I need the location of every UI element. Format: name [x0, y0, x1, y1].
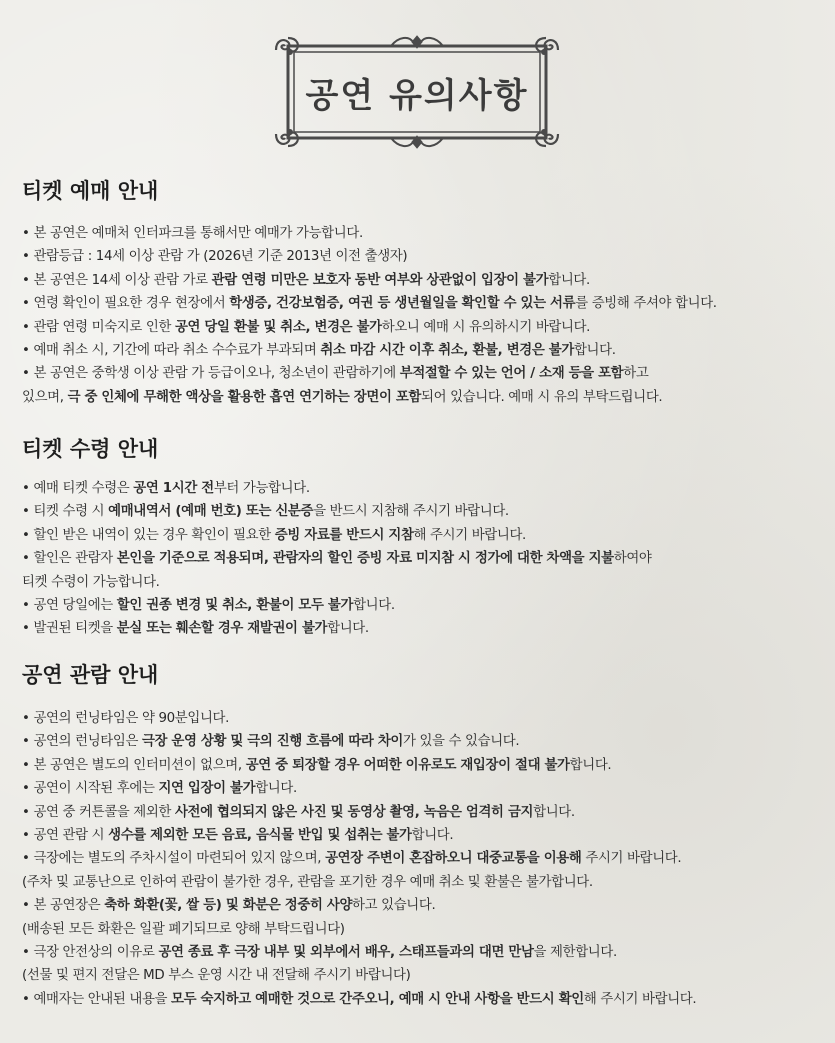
notice-text: 합니다.	[533, 804, 575, 820]
notice-list	[22, 707, 822, 1011]
notice-item	[22, 547, 822, 570]
section-heading: 공연 관람 안내	[22, 663, 159, 687]
notice-emphasis: 할인 권종 변경 및 취소, 환불이 모두 불가	[116, 598, 354, 614]
notice-text: • 본 공연장은	[22, 898, 105, 914]
notice-text: • 예매자는 안내된 내용을	[22, 991, 172, 1007]
notice-item	[22, 594, 822, 617]
notice-item	[22, 269, 822, 292]
notice-text: • 본 공연은 중학생 이상 관람 가 등급이오나, 청소년이 관람하기에	[22, 366, 400, 382]
notice-text: 합니다.	[548, 272, 590, 288]
notice-text: 합니다.	[327, 621, 369, 637]
notice-emphasis: 공연 당일 환불 및 취소, 변경은 불가	[174, 319, 382, 335]
notice-item	[22, 801, 822, 824]
notice-text: • 본 공연은 예매처 인터파크를 통해서만 예매가 가능합니다.	[22, 226, 363, 241]
section-heading: 티켓 수령 안내	[22, 437, 159, 461]
notice-emphasis: 극장 운영 상황 및 극의 진행 흐름에 따라 차이	[141, 734, 403, 750]
notice-item	[22, 941, 822, 964]
notice-item	[22, 339, 822, 362]
notice-item	[22, 754, 822, 777]
notice-item	[22, 386, 822, 409]
notice-emphasis: 사전에 협의되지 않은 사진 및 동영상 촬영, 녹음은 엄격히 금지	[174, 804, 534, 820]
notice-text: • 극장 안전상의 이유로	[22, 945, 159, 961]
notice-emphasis: 증빙 자료를 반드시 지참	[274, 527, 414, 543]
notice-emphasis: 부적절할 수 있는 언어 / 소재 등을 포함	[399, 366, 624, 382]
notice-text: • 공연의 런닝타임은 약 90분입니다.	[22, 711, 230, 726]
notice-text: 해 주시기 바랍니다.	[413, 527, 526, 543]
notice-text: • 예매 취소 시, 기간에 따라 취소 수수료가 부과되며	[22, 343, 321, 359]
notice-text: (주차 및 교통난으로 인하여 관람이 불가한 경우, 관람을 포기한 경우 예매 취소 및 환불은 불가합니다.	[22, 874, 593, 890]
notice-item	[22, 571, 822, 594]
notice-text: 티켓 수령이 가능합니다.	[22, 574, 160, 590]
notice-text: • 공연이 시작된 후에는	[22, 781, 159, 797]
notice-item	[22, 871, 822, 894]
notice-item	[22, 964, 822, 987]
notice-text: 가 있을 수 있습니다.	[402, 734, 520, 750]
notice-text: 있으며,	[22, 389, 68, 405]
notice-item	[22, 730, 822, 753]
notice-item	[22, 988, 822, 1011]
section-heading: 티켓 예매 안내	[22, 179, 159, 203]
notice-item	[22, 617, 822, 640]
notice-text: 부터 가능합니다.	[213, 481, 310, 496]
notice-text: 을 제한합니다.	[533, 945, 617, 961]
notice-text: 하여야	[613, 551, 652, 567]
notice-text: 합니다.	[573, 343, 616, 359]
notice-emphasis: 극 중 인체에 무해한 액상을 활용한 흡연 연기하는 장면이 포함	[67, 389, 422, 405]
notice-text: (선물 및 편지 전달은 MD 부스 운영 시간 내 전달해 주시기 바랍니다)	[22, 968, 411, 984]
notice-list	[22, 477, 822, 641]
notice-item	[22, 316, 822, 339]
notice-text: • 발권된 티켓을	[22, 621, 117, 637]
notice-emphasis: 본인을 기준으로 적용되며, 관람자의 할인 증빙 자료 미지참 시 정가에 대한 차액을 지불	[116, 551, 614, 567]
notice-emphasis: 학생증, 건강보험증, 여권 등 생년월일을 확인할 수 있는 서류	[229, 296, 576, 312]
notice-text: 합니다.	[569, 757, 612, 773]
notice-emphasis: 생수를 제외한 모든 음료, 음식물 반입 및 섭취는 불가	[108, 828, 412, 844]
notice-text: (배송된 모든 화환은 일괄 폐기되므로 양해 부탁드립니다)	[22, 921, 345, 937]
notice-text: 합니다.	[353, 598, 395, 614]
notice-text: • 관람 연령 미숙지로 인한	[22, 319, 175, 335]
section-viewing	[22, 660, 822, 1011]
notice-emphasis: 공연 1시간 전	[133, 481, 214, 496]
notice-text: • 예매 티켓 수령은	[22, 481, 134, 496]
notice-emphasis: 축하 화환(꽃, 쌀 등) 및 화분은 정중히 사양	[104, 898, 353, 914]
notice-emphasis: 모두 숙지하고 예매한 것으로 간주오니, 예매 시 안내 사항을 반드시 확인	[171, 991, 584, 1007]
notice-item	[22, 292, 822, 315]
notice-item	[22, 777, 822, 800]
notice-emphasis: 보호자 동반 여부와 상관없이 입장이 불가	[308, 272, 549, 288]
page-title: 공연 유의사항	[305, 75, 529, 116]
notice-item	[22, 477, 822, 500]
notice-text: 를 증빙해 주셔야 합니다.	[575, 296, 717, 312]
notice-text: • 공연 당일에는	[22, 598, 117, 614]
notice-emphasis: 예매내역서 (예매 번호) 또는 신분증	[108, 504, 314, 520]
notice-emphasis: 분실 또는 훼손할 경우 재발권이 불가	[116, 621, 328, 637]
notice-text: • 관람등급 : 14세 이상 관람 가 (2026년 기준 2013년 이전 출생자)	[22, 249, 408, 265]
notice-emphasis: 지연 입장이 불가	[158, 781, 256, 797]
notice-text: 하고 있습니다.	[352, 898, 436, 914]
title-frame	[258, 28, 576, 156]
notice-item	[22, 500, 822, 523]
notice-item	[22, 362, 822, 385]
notice-item	[22, 524, 822, 547]
notice-emphasis: 관람 연령 미만은	[211, 272, 309, 288]
notice-text: 합니다.	[411, 828, 454, 844]
section-ticket-booking	[22, 176, 822, 409]
section-ticket-pickup	[22, 434, 822, 641]
notice-text: 을 반드시 지참해 주시기 바랍니다.	[313, 504, 509, 520]
notice-text: • 공연의 런닝타임은	[22, 734, 142, 750]
notice-list	[22, 222, 822, 409]
notice-text: • 공연 관람 시	[22, 828, 109, 844]
notice-text: 되어 있습니다. 예매 시 유의 부탁드립니다.	[421, 389, 663, 405]
notice-emphasis: 공연 중 퇴장할 경우 어떠한 이유로도 재입장이 절대 불가	[245, 757, 570, 773]
notice-text: • 본 공연은 14세 이상 관람 가로	[22, 272, 212, 288]
notice-text: • 본 공연은 별도의 인터미션이 없으며,	[22, 757, 246, 773]
notice-text: • 할인 받은 내역이 있는 경우 확인이 필요한	[22, 527, 275, 543]
notice-text: • 공연 중 커튼콜을 제외한	[22, 804, 175, 820]
notice-text: • 연령 확인이 필요한 경우 현장에서	[22, 296, 230, 312]
notice-emphasis: 공연장 주변이 혼잡하오니 대중교통을 이용해	[325, 851, 582, 867]
notice-text: 하고	[623, 366, 649, 382]
notice-emphasis: 취소 마감 시간 이후 취소, 환불, 변경은 불가	[320, 343, 574, 359]
notice-item	[22, 707, 822, 730]
notice-item	[22, 245, 822, 268]
notice-text: • 할인은 관람자	[22, 551, 117, 567]
notice-item	[22, 222, 822, 245]
notice-text: 해 주시기 바랍니다.	[583, 991, 697, 1007]
notice-text: 하오니 예매 시 유의하시기 바랍니다.	[381, 319, 591, 335]
notice-item	[22, 847, 822, 870]
notice-item	[22, 918, 822, 941]
notice-text: • 티켓 수령 시	[22, 504, 109, 520]
notice-item	[22, 824, 822, 847]
notice-text: • 극장에는 별도의 주차시설이 마련되어 있지 않으며,	[22, 851, 326, 867]
notice-text: 합니다.	[255, 781, 297, 797]
notice-item	[22, 894, 822, 917]
notice-text: 주시기 바랍니다.	[581, 851, 682, 867]
notice-emphasis: 공연 종료 후 극장 내부 및 외부에서 배우, 스태프들과의 대면 만남	[158, 945, 534, 961]
